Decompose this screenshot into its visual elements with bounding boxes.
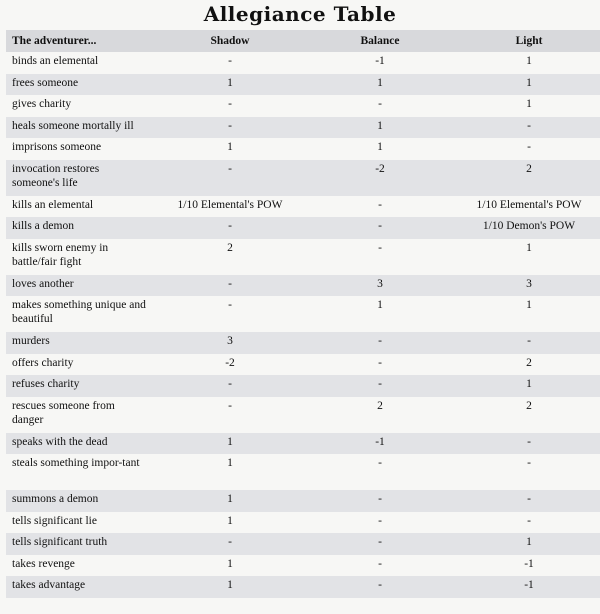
light-cell: 1/10 Elemental's POW: [476, 198, 582, 211]
action-cell: gives charity: [12, 98, 72, 110]
table-row: [6, 74, 600, 96]
action-cell: offers charity: [12, 356, 74, 369]
shadow-cell: 1/10 Elemental's POW: [177, 198, 283, 211]
balance-cell: -: [378, 241, 382, 254]
balance-cell: -2: [302, 160, 452, 196]
table-row: [6, 217, 600, 239]
action-cell: refuses charity: [6, 375, 152, 397]
shadow-cell: 1: [152, 74, 302, 96]
shadow-cell: -: [228, 399, 232, 412]
shadow-cell: -: [152, 117, 302, 139]
table-header-row: [6, 30, 600, 52]
light-cell: 1: [526, 241, 532, 254]
action-cell: makes something unique and beautiful: [12, 299, 146, 325]
balance-cell: -: [378, 356, 382, 369]
table-row: [6, 512, 600, 534]
shadow-cell: 3: [152, 332, 302, 354]
shadow-cell: -: [228, 98, 232, 110]
action-cell: imprisons someone: [12, 141, 102, 153]
action-cell: tells significant lie: [12, 514, 97, 527]
table-row: [6, 576, 600, 598]
balance-cell: -: [378, 98, 382, 110]
table-row: [6, 375, 600, 397]
balance-cell: -: [302, 490, 452, 512]
shadow-cell: -2: [225, 356, 235, 369]
table-row: [6, 275, 600, 297]
table-row: [6, 138, 600, 160]
column-header-shadow: Shadow: [152, 30, 302, 52]
table-row: [6, 52, 600, 74]
light-cell: 1: [452, 533, 600, 555]
table-row: [6, 433, 600, 455]
shadow-cell: -: [228, 55, 232, 67]
light-cell: 1: [526, 98, 532, 110]
column-header-adventurer: The adventurer...: [6, 30, 152, 52]
light-cell: 2: [526, 356, 532, 369]
shadow-cell: 1: [227, 457, 233, 469]
light-cell: 1: [526, 55, 532, 67]
light-cell: -: [452, 490, 600, 512]
table-row: [6, 397, 600, 433]
shadow-cell: -: [152, 160, 302, 196]
balance-cell: -: [378, 557, 382, 570]
light-cell: -1: [524, 557, 534, 570]
table-row: [6, 239, 600, 275]
action-cell: kills a demon: [6, 217, 152, 239]
action-cell: tells significant truth: [6, 533, 152, 555]
action-cell: kills an elemental: [12, 198, 94, 211]
light-cell: -: [452, 433, 600, 455]
balance-cell: 2: [377, 399, 383, 412]
light-cell: -: [527, 457, 531, 469]
balance-cell: 1: [377, 299, 383, 311]
table-row: [6, 296, 600, 332]
balance-cell: -1: [375, 55, 385, 67]
light-cell: 2: [452, 160, 600, 196]
table-row: [6, 555, 600, 577]
action-cell: loves another: [6, 275, 152, 297]
shadow-cell: -: [152, 275, 302, 297]
balance-cell: -: [302, 533, 452, 555]
balance-cell: 1: [377, 141, 383, 153]
balance-cell: -: [302, 332, 452, 354]
balance-cell: -: [302, 217, 452, 239]
table-row: [6, 490, 600, 512]
light-cell: -: [452, 332, 600, 354]
action-cell: invocation restores someone's life: [6, 160, 152, 196]
shadow-cell: -: [152, 217, 302, 239]
shadow-cell: 1: [227, 141, 233, 153]
balance-cell: 1: [302, 74, 452, 96]
table-row: [6, 95, 600, 117]
action-cell: steals something impor-tant: [12, 457, 140, 469]
table-row: [6, 354, 600, 376]
balance-cell: -: [302, 375, 452, 397]
light-cell: -: [527, 514, 531, 527]
action-cell: heals someone mortally ill: [6, 117, 152, 139]
light-cell: 1: [452, 375, 600, 397]
shadow-cell: 1: [227, 557, 233, 570]
shadow-cell: -: [152, 533, 302, 555]
action-cell: frees someone: [6, 74, 152, 96]
action-cell: takes advantage: [6, 576, 152, 598]
action-cell: speaks with the dead: [6, 433, 152, 455]
table-row: [6, 196, 600, 218]
table-body: [6, 52, 600, 598]
balance-cell: -1: [302, 433, 452, 455]
table-row: [6, 160, 600, 196]
light-cell: 1/10 Demon's POW: [452, 217, 600, 239]
table-row: [6, 117, 600, 139]
action-cell: murders: [6, 332, 152, 354]
shadow-cell: 1: [152, 576, 302, 598]
balance-cell: -: [378, 514, 382, 527]
shadow-cell: 1: [227, 514, 233, 527]
light-cell: -: [452, 117, 600, 139]
light-cell: 1: [452, 74, 600, 96]
shadow-cell: 2: [227, 241, 233, 254]
table-row: [6, 454, 600, 490]
action-cell: kills sworn enemy in battle/fair fight: [12, 241, 109, 268]
balance-cell: 1: [302, 117, 452, 139]
light-cell: 3: [452, 275, 600, 297]
column-header-light: Light: [452, 30, 600, 52]
light-cell: -1: [452, 576, 600, 598]
allegiance-table: [6, 30, 600, 598]
balance-cell: -: [378, 198, 382, 211]
action-cell: rescues someone from danger: [12, 399, 115, 426]
shadow-cell: 1: [152, 433, 302, 455]
shadow-cell: -: [228, 299, 232, 311]
column-header-balance: Balance: [302, 30, 452, 52]
balance-cell: -: [302, 576, 452, 598]
table-row: [6, 533, 600, 555]
light-cell: -: [527, 141, 531, 153]
light-cell: 1: [526, 299, 532, 311]
balance-cell: 3: [302, 275, 452, 297]
shadow-cell: -: [152, 375, 302, 397]
action-cell: takes revenge: [12, 557, 75, 570]
balance-cell: -: [378, 457, 382, 469]
action-cell: summons a demon: [6, 490, 152, 512]
table-row: [6, 332, 600, 354]
shadow-cell: 1: [152, 490, 302, 512]
action-cell: binds an elemental: [12, 55, 99, 67]
light-cell: 2: [526, 399, 532, 412]
page-title: Allegiance Table: [203, 2, 397, 26]
